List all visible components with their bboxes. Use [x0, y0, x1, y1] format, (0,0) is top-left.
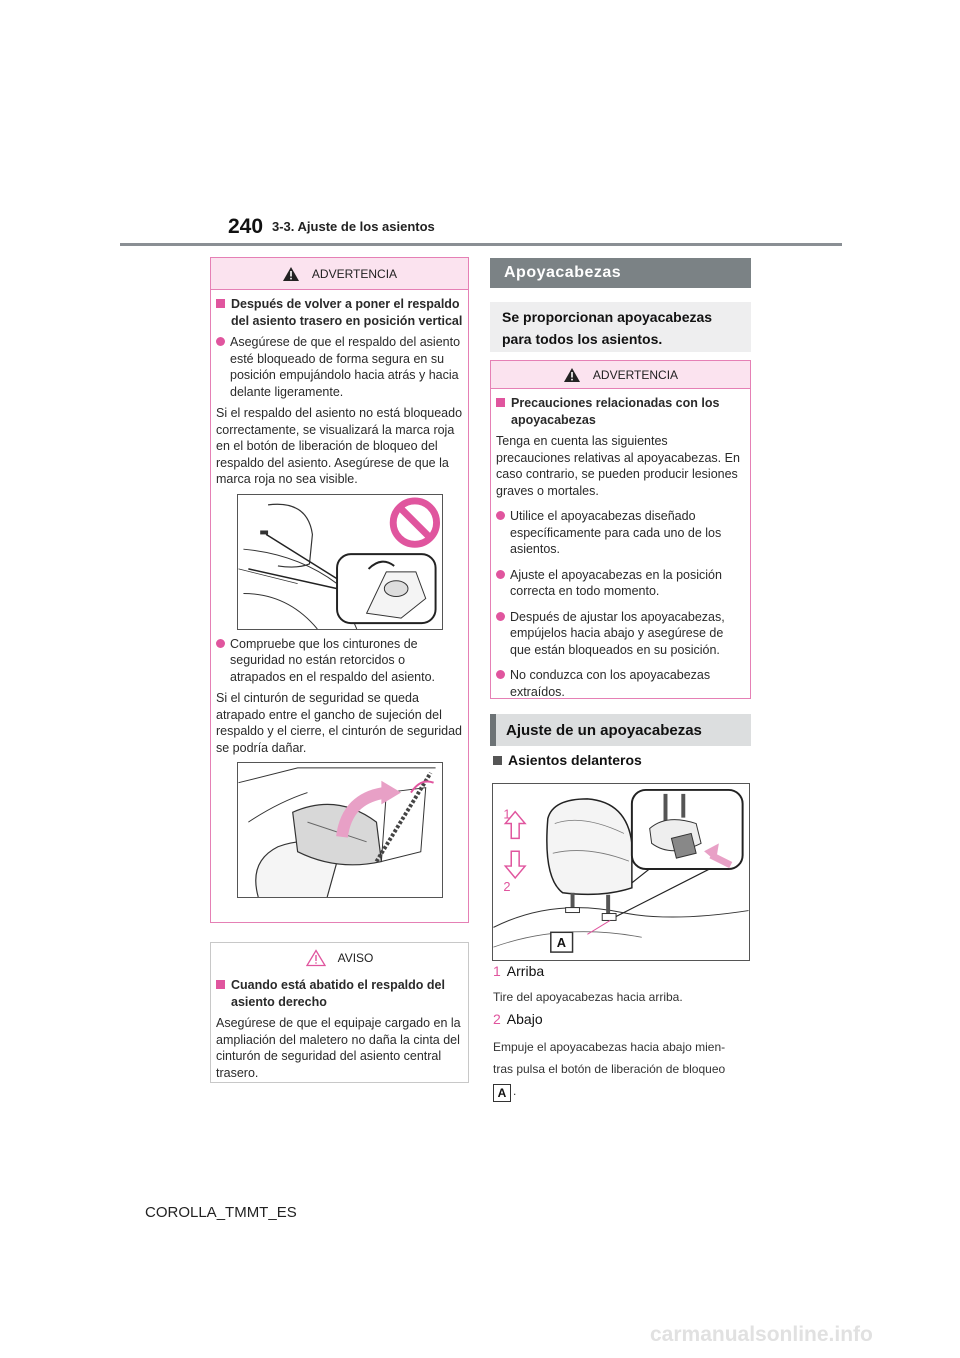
seatbelt-illustration [237, 762, 443, 898]
headrest-adjust-illustration [492, 783, 750, 961]
step-2-text-line2: tras pulsa el botón de liberación de bloqueo [493, 1062, 726, 1076]
step-2-text-line1: Empuje el apoyacabezas hacia abajo mien- [493, 1040, 726, 1054]
headrests-section-band [490, 258, 751, 288]
round-bullet-icon [216, 639, 225, 648]
notice-title: AVISO [337, 951, 374, 965]
notice-box [210, 942, 469, 1083]
footer-watermark: carmanualsonline.info [650, 1323, 873, 1346]
figure-label-2: 2 [503, 878, 511, 894]
seatback-lock-illustration [237, 494, 443, 630]
step-2-text-end: A . [493, 1080, 516, 1102]
step-2-label: 2 Abajo [493, 1011, 543, 1027]
step-1-label: 1 Arriba [493, 963, 545, 979]
round-bullet-icon [216, 337, 225, 346]
warning-heading: Después de volver a poner el respaldo del asiento trasero en posición vertical [216, 296, 463, 329]
warning-box-headrests [490, 360, 751, 699]
warning-bullet: Utilice el apoyacabezas diseñado específicamente para cada uno de los asientos. [496, 508, 745, 558]
square-bullet-icon [493, 756, 502, 765]
warning-box-seatback [210, 257, 469, 923]
notice-paragraph: Asegúrese de que el equipaje cargado en la ampliación del maletero no daña la cinta del cinturón de seguridad del asiento central trasero. [216, 1016, 461, 1080]
warning-bullet: No conduzca con los apoyacabezas extraídos. [496, 667, 745, 700]
caution-triangle-icon [306, 949, 326, 967]
warning-header [491, 361, 750, 389]
subsection-heading: Asientos delanteros [493, 752, 642, 768]
warning-bullet: Asegúrese de que el respaldo del asiento esté bloqueado de forma segura en su posición empujándolo hacia atrás y hacia delante ligeramente. [216, 334, 463, 400]
footer-manual-code: COROLLA_TMMT_ES [145, 1204, 297, 1221]
warning-bullet: Después de ajustar los apoyacabezas, empújelos hacia abajo y asegúrese de que están bloqueados en su posición. [496, 609, 745, 659]
square-bullet-icon [216, 299, 225, 308]
headrests-intro: Se proporcionan apoyacabezas para todos los asientos. [490, 302, 751, 352]
warning-triangle-icon [563, 367, 581, 383]
figure-label-1: 1 [503, 806, 511, 822]
round-bullet-icon [496, 670, 505, 679]
warning-heading: Precauciones relacionadas con los apoyacabezas [496, 395, 745, 428]
warning-title: ADVERTENCIA [311, 266, 398, 281]
round-bullet-icon [496, 612, 505, 621]
warning-paragraph: Si el respaldo del asiento no está bloqueado correctamente, se visualizará la marca roja en el botón de liberación de bloqueo del respaldo del asiento. Asegúrese de que la marca roja no sea visible. [216, 406, 463, 486]
figure-label-a: A [556, 935, 567, 951]
headrests-section-title: Apoyacabezas [504, 264, 622, 281]
step-1-text: Tire del apoyacabezas hacia arriba. [493, 990, 683, 1004]
adjust-section-title: Ajuste de un apoyacabezas [506, 721, 702, 739]
warning-bullet: Ajuste el apoyacabezas en la posición correcta en todo momento. [496, 567, 745, 600]
page-number: 240 [228, 215, 264, 238]
square-bullet-icon [496, 398, 505, 407]
notice-header [211, 943, 468, 973]
notice-heading: Cuando está abatido el respaldo del asiento derecho [216, 977, 463, 1010]
header-divider [120, 243, 842, 246]
warning-triangle-icon [282, 266, 300, 282]
adjust-section-band [490, 714, 751, 746]
warning-header [211, 258, 468, 290]
round-bullet-icon [496, 511, 505, 520]
warning-paragraph: Tenga en cuenta las siguientes precauciones relativas al apoyacabezas. En caso contrario, se pueden producir lesiones graves o mortales. [496, 434, 740, 498]
warning-bullet: Compruebe que los cinturones de seguridad no están retorcidos o atrapados en el respaldo del asiento. [216, 636, 463, 686]
round-bullet-icon [496, 570, 505, 579]
warning-paragraph: Si el cinturón de seguridad se queda atrapado entre el gancho de sujeción del respaldo y el cierre, el cinturón de seguridad se podría dañar. [216, 691, 462, 755]
section-title: 3-3. Ajuste de los asientos [272, 219, 435, 234]
release-button-label: A [493, 1084, 511, 1102]
warning-title: ADVERTENCIA [592, 367, 679, 382]
square-bullet-icon [216, 980, 225, 989]
